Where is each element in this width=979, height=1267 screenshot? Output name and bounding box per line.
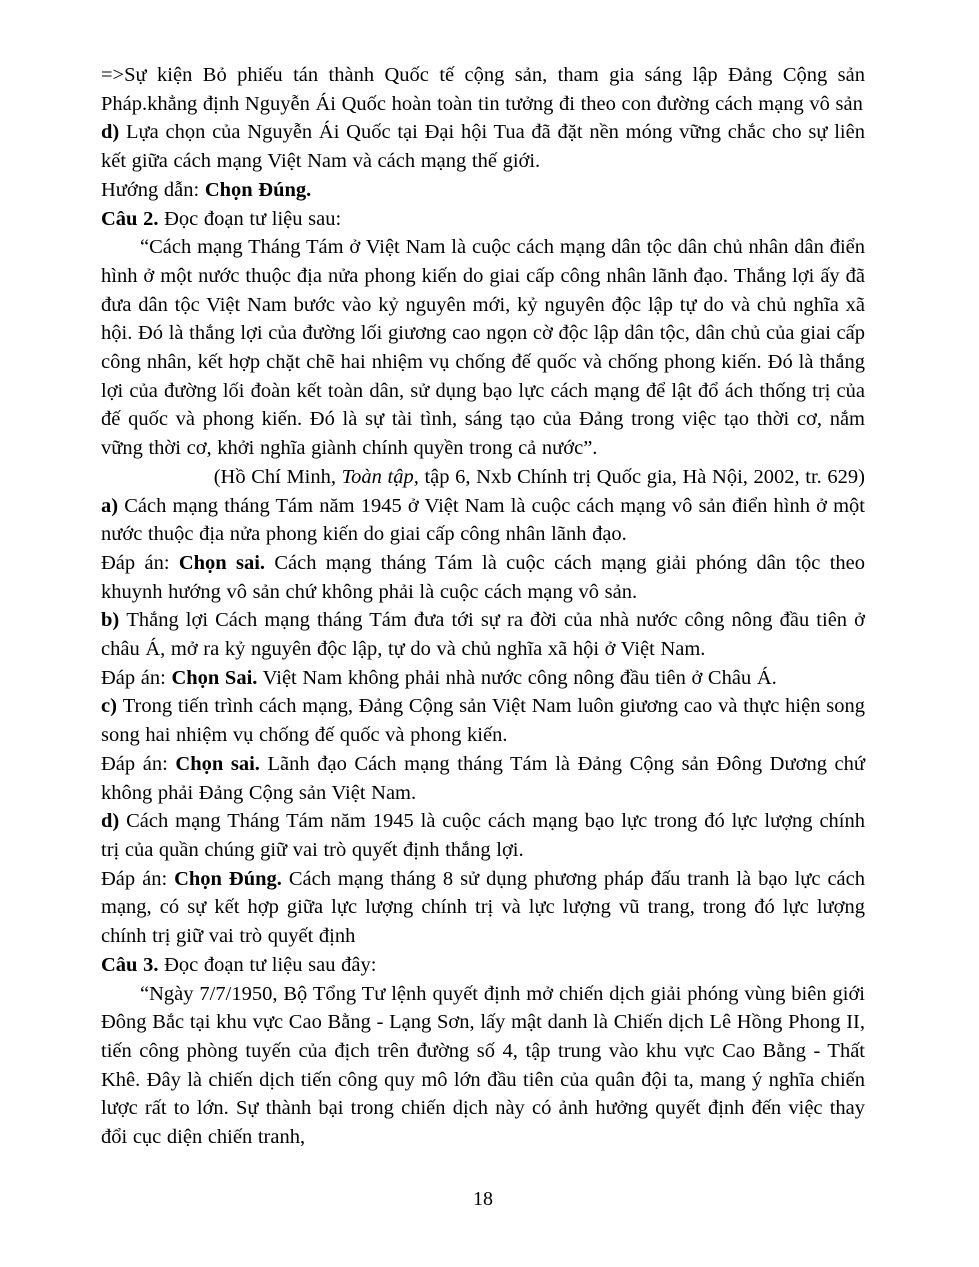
text-run: Hướng dẫn: [101,178,205,201]
bold-text-run: c) [101,695,123,718]
page-number: 18 [473,1187,493,1210]
text-run: Đáp án: [101,867,175,890]
answer-a [101,549,865,606]
text-run: Cách mạng tháng Tám là cuộc cách mạng giải phóng dân tộc theo khuynh hướng vô sản chứ không phải là cuộc cách mạng vô sản. [101,551,866,603]
text-run: Đáp án: [101,666,172,689]
text-run: Cách mạng tháng Tám năm 1945 ở Việt Nam là cuộc cách mạng vô sản điển hình ở một nước thuộc địa nửa phong kiến do giai cấp công nhân lãnh đạo. [101,494,865,546]
answer-c [101,750,865,807]
text-run: Đáp án: [101,551,179,574]
text-run: (Hồ Chí Minh, [213,465,342,488]
bold-text-run: b) [101,609,127,632]
italic-text-run: Toàn tập, [341,465,419,488]
text-run: Lãnh đạo Cách mạng tháng Tám là Đảng Cộng sản Đông Dương chứ không phải Đảng Cộng sản Việt Nam. [101,752,865,804]
quote-passage-question-2 [101,233,865,463]
statement-a [101,492,865,549]
text-run: Đọc đoạn tư liệu sau đây: [164,953,377,976]
conclusion-note [101,61,865,118]
citation [101,463,865,492]
text-run: Cách mạng tháng 8 sử dụng phương pháp đấu tranh là bạo lực cách mạng, có sự kết hợp giữa lực lượng chính trị và lực lượng vũ trang, trong đó lực lượng chính trị giữ vai trò quyết định [101,867,866,948]
bold-text-run: Chọn Đúng. [174,867,282,890]
question-2-heading [101,205,865,234]
text-run: Lựa chọn của Nguyễn Ái Quốc tại Đại hội Tua đã đặt nền móng vững chắc cho sự liên kết giữa cách mạng Việt Nam và cách mạng thế giới. [101,121,865,173]
bold-text-run: Chọn Sai. [171,666,258,689]
bold-text-run: Chọn Đúng. [204,178,312,201]
bold-text-run: Chọn sai. [175,752,260,775]
text-run: =>Sự kiện Bỏ phiếu tán thành Quốc tế cộng sản, tham gia sáng lập Đảng Cộng sản Pháp.khẳng định Nguyễn Ái Quốc hoàn toàn tin tưởng đi theo con đường cách mạng vô sản [101,64,865,115]
statement-d-question-2 [101,807,865,864]
text-run: Đọc đoạn tư liệu sau: [164,207,342,230]
answer-d [101,865,865,951]
question-3-heading [101,951,865,980]
quote-passage-question-3 [101,980,865,1152]
statement-c [101,692,865,749]
text-run: “Ngày 7/7/1950, Bộ Tổng Tư lệnh quyết định mở chiến dịch giải phóng vùng biên giới Đông Bắc tại khu vực Cao Bằng - Lạng Sơn, lấy mật danh là Chiến dịch Lê Hồng Phong II, tiến công phòng tuyến của địch trên đường số 4, tập trung vào khu vực Cao Bằng - Thất Khê. Đây là chiến dịch tiến công quy mô lớn đầu tiên của quân đội ta, mang ý nghĩa chiến lược rất to lớn. Sự thành bại trong chiến dịch này có ảnh hưởng quyết định đến việc thay đổi cục diện chiến tranh, [101,982,865,1149]
statement-b [101,606,865,663]
text-run: Đáp án: [101,752,176,775]
bold-text-run: Chọn sai. [178,551,266,574]
bold-text-run: d) [101,810,127,833]
guide-line [101,176,865,205]
bold-text-run: Câu 3. [101,953,165,976]
bold-text-run: d) [101,121,126,144]
text-run: “Cách mạng Tháng Tám ở Việt Nam là cuộc cách mạng dân tộc dân chủ nhân dân điển hình ở một nước thuộc địa nửa phong kiến do giai cấp công nhân lãnh đạo. Thắng lợi ấy đã đưa dân tộc Việt Nam bước vào kỷ nguyên mới, kỷ nguyên độc lập tự do và chủ nghĩa xã hội. Đó là thắng lợi của đường lối giương cao ngọn cờ độc lập dân tộc, dân chủ của giai cấp công nhân, kết hợp chặt chẽ hai nhiệm vụ chống đế quốc và chống phong kiến. Đó là thắng lợi của đường lối đoàn kết toàn dân, sử dụng bạo lực cách mạng để lật đổ ách thống trị của đế quốc và phong kiến. Đó là sự tài tình, sáng tạo của Đảng trong việc tạo thời cơ, nắm vững thời cơ, khởi nghĩa giành chính quyền trong cả nước”. [101,236,865,460]
document-text-content [101,61,865,1152]
text-run: Việt Nam không phải nhà nước công nông đầu tiên ở Châu Á. [257,666,777,689]
statement-d-question-1 [101,118,865,175]
text-run: Thắng lợi Cách mạng tháng Tám đưa tới sự ra đời của nhà nước công nông đầu tiên ở châu Á, mở ra kỷ nguyên độc lập, tự do và chủ nghĩa xã hội ở Việt Nam. [101,609,865,661]
text-run: Trong tiến trình cách mạng, Đảng Cộng sản Việt Nam luôn giương cao và thực hiện song song hai nhiệm vụ chống đế quốc và phong kiến. [101,695,865,747]
text-run: Cách mạng Tháng Tám năm 1945 là cuộc cách mạng bạo lực trong đó lực lượng chính trị của quần chúng giữ vai trò quyết định thắng lợi. [101,810,865,861]
bold-text-run: Câu 2. [101,207,165,230]
bold-text-run: a) [101,494,125,517]
text-run: tập 6, Nxb Chính trị Quốc gia, Hà Nội, 2002, tr. 629) [418,465,865,488]
answer-b [101,664,865,693]
